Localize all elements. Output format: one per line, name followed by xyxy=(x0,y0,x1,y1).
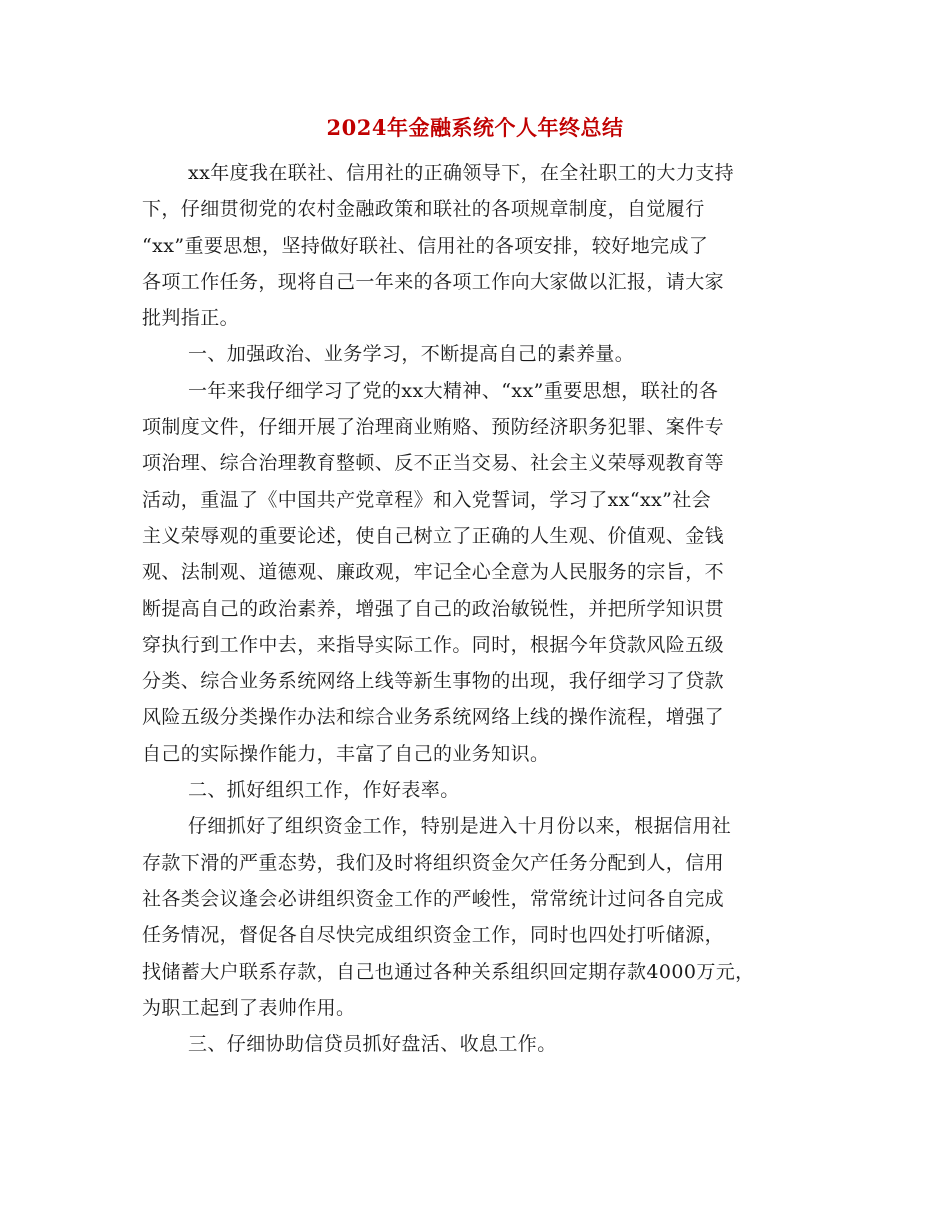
section-heading: 二、抓好组织工作，作好表率。 xyxy=(188,779,460,802)
paragraph-line: 项制度文件，仔细开展了治理商业贿赂、预防经济职务犯罪、案件专 xyxy=(142,416,725,439)
paragraph-line: 断提高自己的政治素养，增强了自己的政治敏锐性，并把所学知识贯 xyxy=(142,597,725,620)
paragraph-line: 任务情况，督促各自尽快完成组织资金工作，同时也四处打听储源， xyxy=(142,924,725,947)
paragraph-line: 主义荣辱观的重要论述，使自己树立了正确的人生观、价值观、金钱 xyxy=(142,524,725,547)
paragraph-line: 找储蓄大户联系存款，自己也通过各种关系组织回定期存款4000万元， xyxy=(142,960,755,983)
paragraph-line: 穿执行到工作中去，来指导实际工作。同时，根据今年贷款风险五级 xyxy=(142,633,725,656)
paragraph-line: 观、法制观、道德观、廉政观，牢记全心全意为人民服务的宗旨，不 xyxy=(142,561,725,584)
section-heading: 一、加强政治、业务学习，不断提高自己的素养量。 xyxy=(188,343,635,366)
paragraph-line: 分类、综合业务系统网络上线等新生事物的出现，我仔细学习了贷款 xyxy=(142,670,725,693)
paragraph-line: 风险五级分类操作办法和综合业务系统网络上线的操作流程，增强了 xyxy=(142,706,725,729)
paragraph-line: “xx”重要思想，坚持做好联社、信用社的各项安排，较好地完成了 xyxy=(142,234,709,257)
paragraph-line: xx年度我在联社、信用社的正确领导下，在全社职工的大力支持 xyxy=(188,162,735,184)
paragraph-line: 自己的实际操作能力，丰富了自己的业务知识。 xyxy=(142,742,550,765)
paragraph-line: 下，仔细贯彻党的农村金融政策和联社的各项规章制度，自觉履行 xyxy=(142,198,705,221)
paragraph-line: 社各类会议逢会必讲组织资金工作的严峻性，常常统计过问各自完成 xyxy=(142,887,725,910)
paragraph-line: 存款下滑的严重态势，我们及时将组织资金欠产任务分配到人，信用 xyxy=(142,851,725,874)
paragraph-line: 仔细抓好了组织资金工作，特别是进入十月份以来，根据信用社 xyxy=(188,815,732,838)
paragraph-line: 为职工起到了表帅作用。 xyxy=(142,996,356,1019)
document-title: 2024年金融系统个人年终总结 xyxy=(326,115,624,140)
paragraph-line: 各项工作任务，现将自己一年来的各项工作向大家做以汇报，请大家 xyxy=(142,270,725,293)
paragraph-line: 批判指正。 xyxy=(142,307,240,330)
section-heading: 三、仔细协助信贷员抓好盘活、收息工作。 xyxy=(188,1033,557,1056)
paragraph-line: 项治理、综合治理教育整顿、反不正当交易、社会主义荣辱观教育等 xyxy=(142,452,725,475)
paragraph-line: 一年来我仔细学习了党的xx大精神、“xx”重要思想，联社的各 xyxy=(188,379,719,402)
document-body xyxy=(142,155,812,1062)
paragraph-line: 活动，重温了《中国共产党章程》和入党誓词，学习了xx“xx”社会 xyxy=(142,488,712,511)
